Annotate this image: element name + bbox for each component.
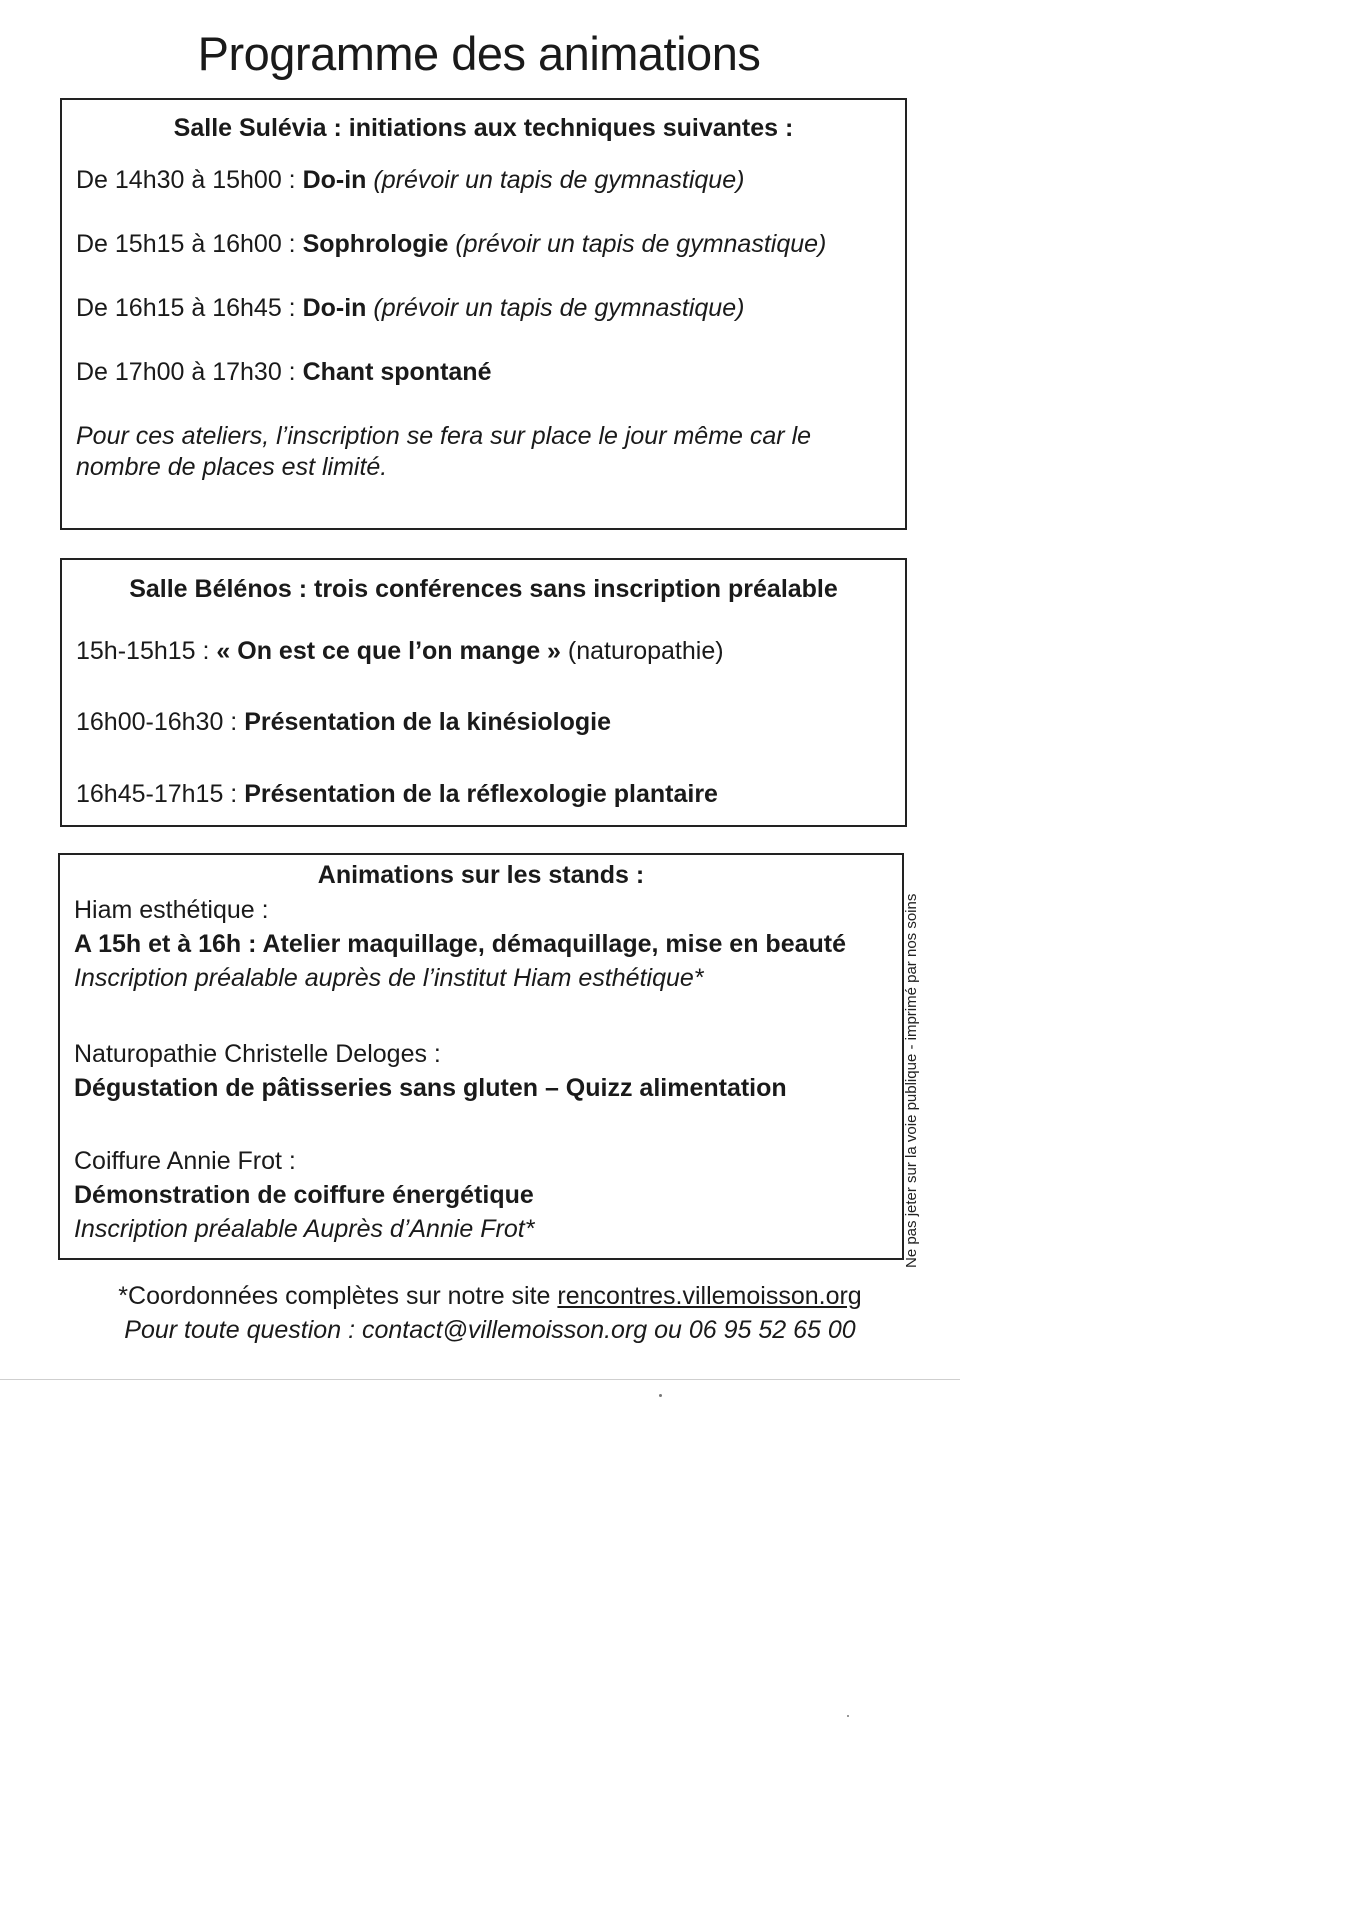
footer-question: Pour toute question : contact@villemoisson.org ou 06 95 52 65 00 (124, 1316, 856, 1344)
talk-time: 16h00-16h30 : (76, 708, 245, 736)
scan-speck (659, 1394, 662, 1397)
talk-3 (76, 780, 718, 809)
hiam-name: Hiam esthétique : (74, 896, 269, 924)
talk-time: 15h-15h15 : (76, 637, 217, 665)
talk-subject: « On est ce que l’on mange » (216, 637, 561, 665)
session-time: De 16h15 à 16h45 : (76, 294, 303, 322)
sulevia-footnote-line2: nombre de places est limité. (76, 453, 388, 481)
session-4 (76, 358, 491, 387)
footer-prefix: *Coordonnées complètes sur notre site (118, 1282, 558, 1310)
talk-2 (76, 708, 611, 737)
belenos-box (60, 558, 907, 827)
session-activity: Chant spontané (302, 358, 492, 386)
talk-extra: (naturopathie) (560, 637, 724, 665)
naturo-activity: Dégustation de pâtisseries sans gluten – Quizz alimentation (74, 1074, 787, 1102)
sulevia-box (60, 98, 907, 530)
session-activity: Sophrologie (302, 230, 449, 258)
sulevia-heading: Salle Sulévia : initiations aux techniques suivantes : (173, 114, 794, 142)
hiam-note: Inscription préalable auprès de l’institut Hiam esthétique* (74, 964, 704, 992)
session-note: (prévoir un tapis de gymnastique) (366, 294, 745, 322)
side-note: Ne pas jeter sur la voie publique - imprimé par nos soins (903, 893, 920, 1268)
stands-heading: Animations sur les stands : (317, 861, 645, 889)
coiffure-name: Coiffure Annie Frot : (74, 1147, 296, 1175)
naturo-name: Naturopathie Christelle Deloges : (74, 1040, 441, 1068)
footer-website-link[interactable]: rencontres.villemoisson.org (557, 1282, 862, 1310)
sulevia-footnote-line1: Pour ces ateliers, l’inscription se fera sur place le jour même car le (76, 422, 812, 450)
coiffure-activity: Démonstration de coiffure énergétique (74, 1181, 534, 1209)
hiam-activity: A 15h et à 16h : Atelier maquillage, démaquillage, mise en beauté (74, 930, 847, 958)
session-time: De 15h15 à 16h00 : (76, 230, 303, 258)
stands-box (58, 853, 904, 1260)
session-activity: Do-in (302, 294, 367, 322)
session-activity: Do-in (302, 166, 367, 194)
page-title: Programme des animations (197, 27, 761, 80)
talk-time: 16h45-17h15 : (76, 780, 245, 808)
session-1 (76, 166, 744, 195)
session-note: (prévoir un tapis de gymnastique) (366, 166, 745, 194)
scan-divider (0, 1379, 960, 1380)
session-3 (76, 294, 744, 323)
footer-contact-line (0, 1282, 980, 1311)
talk-subject: Présentation de la kinésiologie (244, 708, 611, 736)
talk-1 (76, 637, 724, 666)
session-time: De 17h00 à 17h30 : (76, 358, 303, 386)
session-time: De 14h30 à 15h00 : (76, 166, 303, 194)
talk-subject: Présentation de la réflexologie plantaire (244, 780, 718, 808)
belenos-heading: Salle Bélénos : trois conférences sans inscription préalable (129, 575, 838, 603)
session-2 (76, 230, 826, 259)
session-note: (prévoir un tapis de gymnastique) (448, 230, 827, 258)
coiffure-note: Inscription préalable Auprès d’Annie Frot* (74, 1215, 535, 1243)
scan-speck (847, 1715, 849, 1717)
